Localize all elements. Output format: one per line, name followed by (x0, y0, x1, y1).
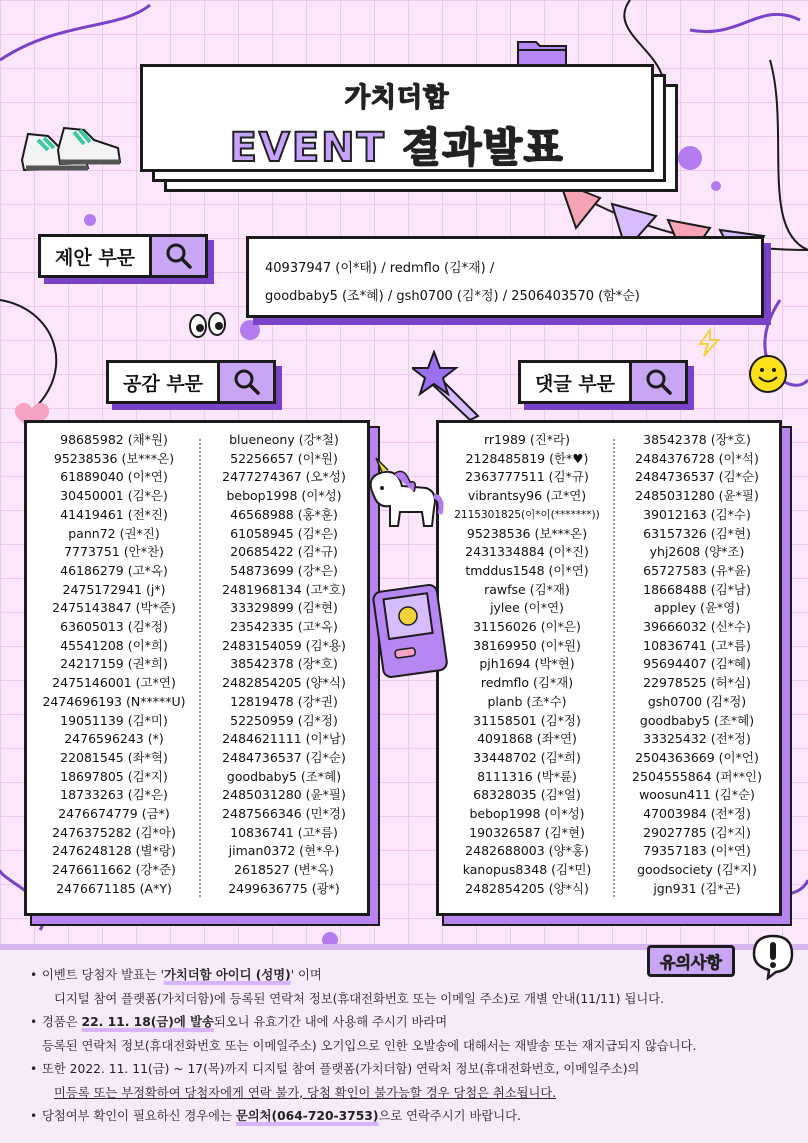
winner-entry: 95238536 (보***온) (53, 450, 175, 466)
search-icon (165, 242, 193, 270)
notice-item-1 (30, 964, 790, 1011)
eyes-icon (188, 310, 228, 340)
empathy-tag (106, 360, 276, 404)
winner-entry: rawfse (김*재) (484, 581, 570, 597)
winner-entry: 2363777511 (김*규) (465, 469, 589, 485)
winner-entry: 2476596243 (*) (64, 731, 164, 747)
winner-entry: 19051139 (김*미) (60, 712, 168, 728)
winner-entry: planb (조*수) (487, 693, 567, 709)
winner-entry: gsh0700 (김*정) (647, 693, 747, 709)
winner-entry: 95694407 (김*혜) (643, 656, 751, 672)
winner-entry: 65727583 (유*윤) (643, 562, 751, 578)
smiley-icon (748, 354, 788, 394)
notice-4a: 당첨여부 확인이 필요하신 경우에는 (42, 1109, 236, 1123)
winner-entry: 4091868 (좌*연) (477, 731, 577, 747)
winner-entry: 22978525 (허*심) (643, 675, 751, 691)
winner-entry: goodbaby5 (조*혜) (639, 712, 755, 728)
winner-entry: 38542378 (장*호) (643, 432, 751, 447)
notice-1b: 가치더함 아이디 (성명) (164, 968, 291, 982)
winner-entry: 2482854205 (양*식) (222, 675, 346, 691)
winner-entry: 31158501 (김*정) (473, 712, 581, 728)
winner-entry: 2475146001 (고*연) (52, 675, 176, 691)
handheld-console-icon (372, 582, 448, 678)
winner-entry: goodsociety (김*지) (637, 862, 757, 878)
proposal-tag (38, 234, 208, 278)
comment-column-2 (615, 431, 779, 899)
notice-1d: 디지털 참여 플랫폼(가치더함)에 등록된 연락처 정보(휴대전화번호 또는 이메일 주소)로 개별 안내(11/11) 됩니다. (54, 991, 665, 1006)
winner-entry: pann72 (권*진) (68, 525, 160, 541)
notice-3a: 또한 2022. 11. 11(금) ~ 17(목)까지 디지털 참여 플랫폼(가치더함) 연락처 정보(휴대전화번호, 이메일주소)의 (42, 1062, 640, 1076)
winner-entry: 63605013 (김*정) (60, 619, 168, 635)
winner-entry: 46568988 (홍*훈) (230, 506, 338, 522)
winner-entry: 2477274367 (오*성) (222, 469, 346, 485)
winner-entry: yhj2608 (양*조) (649, 544, 745, 560)
winner-entry: 52256657 (이*원) (230, 450, 338, 466)
winner-entry: 2484736537 (김*순) (222, 749, 346, 765)
winner-entry: 8111316 (박*륜) (477, 768, 577, 784)
winner-entry: 18733263 (김*은) (60, 787, 168, 803)
notice-item-3 (30, 1058, 790, 1105)
winner-entry: 2475143847 (박*준) (52, 600, 176, 616)
winner-entry: 47003984 (전*정) (643, 806, 751, 822)
winner-entry: 18697805 (김*지) (60, 768, 168, 784)
winner-entry: 2487566346 (민*경) (222, 806, 346, 822)
unicorn-icon (354, 456, 444, 536)
winner-entry: jylee (이*연) (490, 600, 564, 616)
notice-3b: 미등록 또는 부정확하여 당첨자에게 연락 불가, 당첨 확인이 불가능할 경우 당첨은 취소됩니다. (54, 1085, 557, 1100)
winner-entry: 46186279 (고*옥) (60, 562, 168, 578)
winner-entry: 24217159 (권*희) (60, 656, 168, 672)
winner-entry: 2484376728 (이*석) (635, 450, 759, 466)
empathy-divider (199, 439, 201, 897)
winner-entry: 2431334884 (이*진) (465, 544, 589, 560)
winner-entry: 2482854205 (양*식) (465, 880, 589, 896)
winner-entry: 31156026 (이*은) (473, 619, 581, 635)
winner-entry: rr1989 (진*라) (484, 432, 570, 447)
winner-entry: 39012163 (김*수) (643, 506, 751, 522)
winner-entry: 2499636775 (광*) (228, 880, 340, 896)
winner-entry: tmddus1548 (이*연) (465, 562, 589, 578)
winner-entry: 2482688003 (양*홍) (465, 843, 589, 859)
winner-entry: bebop1998 (이*성) (469, 806, 585, 822)
notice-2a: 경품은 (42, 1015, 82, 1029)
winner-entry: 2484736537 (김*순) (635, 469, 759, 485)
search-icon (233, 368, 261, 396)
winner-entry: 10836741 (고*름) (230, 824, 338, 840)
proposal-search-button[interactable] (149, 237, 205, 275)
notice-4c: 으로 연락주시기 바랍니다. (378, 1109, 521, 1123)
winner-entry: 2476674779 (금*) (58, 806, 170, 822)
notice-item-2 (30, 1011, 790, 1058)
winner-entry: 38169950 (이*원) (473, 637, 581, 653)
winner-entry: vibrantsy96 (고*연) (467, 488, 587, 504)
winner-entry: 98685982 (채*원) (60, 432, 168, 447)
empathy-search-button[interactable] (217, 363, 273, 401)
winner-entry: 2485031280 (윤*필) (635, 488, 759, 504)
winner-entry: 30450001 (김*은) (60, 488, 168, 504)
sneakers-icon (18, 120, 122, 180)
winner-entry: 2474696193 (N*****U) (42, 693, 186, 709)
winner-entry: appley (윤*영) (653, 600, 741, 616)
winner-entry: 190326587 (김*현) (469, 824, 585, 840)
winner-entry: 38542378 (장*호) (230, 656, 338, 672)
winner-entry: 12819478 (강*권) (230, 693, 338, 709)
winner-entry: goodbaby5 (조*혜) (226, 768, 342, 784)
winner-entry: jgn931 (김*곤) (653, 880, 741, 896)
proposal-winners-box (246, 236, 764, 318)
winner-entry: 2504363669 (이*언) (635, 749, 759, 765)
winner-entry: 2484621111 (이*남) (222, 731, 346, 747)
winner-entry: 22081545 (좌*혁) (60, 749, 168, 765)
winner-entry: 61889040 (이*연) (60, 469, 168, 485)
notice-2d: 등록된 연락처 정보(휴대전화번호 또는 이메일주소) 오기입으로 인한 오발송에 대해서는 재발송 또는 재지급되지 않습니다. (42, 1038, 697, 1053)
notice-1c: ' 이며 (290, 968, 322, 982)
winner-entry: 2475172941 (j*) (62, 581, 166, 597)
winner-entry: 95238536 (보***온) (466, 525, 588, 541)
winner-entry: kanopus8348 (김*민) (462, 862, 592, 878)
winner-entry: 33448702 (김*희) (473, 749, 581, 765)
search-icon (645, 368, 673, 396)
winner-entry: 33329899 (김*현) (230, 600, 338, 616)
empathy-tag-label: 공감 부문 (123, 372, 204, 395)
title-sub: 가치더함 (344, 83, 450, 113)
winner-entry: 63157326 (김*현) (643, 525, 751, 541)
notice-4b: 문의처(064-720-3753) (235, 1109, 379, 1123)
notice-item-4 (30, 1105, 790, 1129)
lightning-icon (694, 328, 724, 358)
winner-entry: 45541208 (이*희) (60, 637, 168, 653)
winner-entry: 23542335 (고*옥) (230, 619, 338, 635)
winner-entry: 20685422 (김*규) (230, 544, 338, 560)
winner-entry: 2485031280 (윤*필) (222, 787, 346, 803)
winner-entry: 2481968134 (고*호) (222, 581, 346, 597)
notice-2b: 22. 11. 18(금)에 발송 (81, 1015, 214, 1029)
proposal-tag-label: 제안 부문 (55, 246, 136, 269)
winner-entry: 2115301825(이*이(*******)) (454, 508, 600, 521)
winner-entry: 2504555864 (퍼**인) (632, 768, 762, 784)
winner-entry: 10836741 (고*름) (643, 637, 751, 653)
comment-tag (518, 360, 688, 404)
winner-entry: 29027785 (김*지) (643, 824, 751, 840)
winner-entry: 2483154059 (김*용) (222, 637, 346, 653)
empathy-column-2 (203, 431, 365, 899)
winner-entry: 2476671185 (A*Y) (56, 880, 172, 896)
notice-list (30, 964, 790, 1129)
comment-column-1 (443, 431, 611, 899)
comment-search-button[interactable] (629, 363, 685, 401)
empathy-column-1 (33, 431, 195, 899)
winner-entry: 52250959 (김*정) (230, 712, 338, 728)
winner-entry: 41419461 (전*진) (60, 506, 168, 522)
winner-entry: bebop1998 (이*성) (226, 488, 342, 504)
winner-entry: 7773751 (안*찬) (64, 544, 164, 560)
winner-entry: 18668488 (김*남) (643, 581, 751, 597)
notice-1a: 이벤트 당첨자 발표는 ' (42, 968, 165, 982)
winner-entry: jiman0372 (현*우) (228, 843, 340, 859)
winner-entry: pjh1694 (박*현) (479, 656, 575, 672)
page-title: EVENT 결과발표 (229, 125, 565, 171)
winner-entry: woosun411 (김*순) (639, 787, 755, 803)
winner-entry: redmflo (김*재) (480, 675, 574, 691)
winner-entry: 2476248128 (별*랑) (52, 843, 176, 859)
shooting-star-icon (412, 350, 482, 420)
winner-entry: blueneony (강*철) (229, 432, 339, 447)
winner-entry: 54873699 (강*은) (230, 562, 338, 578)
winner-entry: 2476611662 (강*준) (52, 862, 176, 878)
empathy-winners-panel (24, 420, 370, 916)
winner-entry: 2476375282 (김*아) (52, 824, 176, 840)
winner-entry: 61058945 (김*은) (230, 525, 338, 541)
winner-entry: 39666032 (신*수) (643, 619, 751, 635)
winner-entry: 2128485819 (한*♥) (465, 450, 589, 466)
proposal-line-1: 40937947 (이*태) / redmflo (김*재) / (265, 261, 495, 276)
notice-2c: 되오니 유효기간 내에 사용해 주시기 바라며 (213, 1015, 448, 1029)
winner-entry: 68328035 (김*얼) (473, 787, 581, 803)
winner-entry: 33325432 (전*정) (643, 731, 751, 747)
comment-winners-panel (436, 420, 782, 916)
winner-entry: 2618527 (변*옥) (234, 862, 334, 878)
comment-tag-label: 댓글 부문 (535, 372, 616, 395)
winner-entry: 79357183 (이*연) (643, 843, 751, 859)
title-box (140, 64, 654, 172)
proposal-line-2: goodbaby5 (조*혜) / gsh0700 (김*정) / 2506403570 (함*순) (265, 289, 640, 304)
notice-label: 유의사항 (647, 945, 735, 977)
